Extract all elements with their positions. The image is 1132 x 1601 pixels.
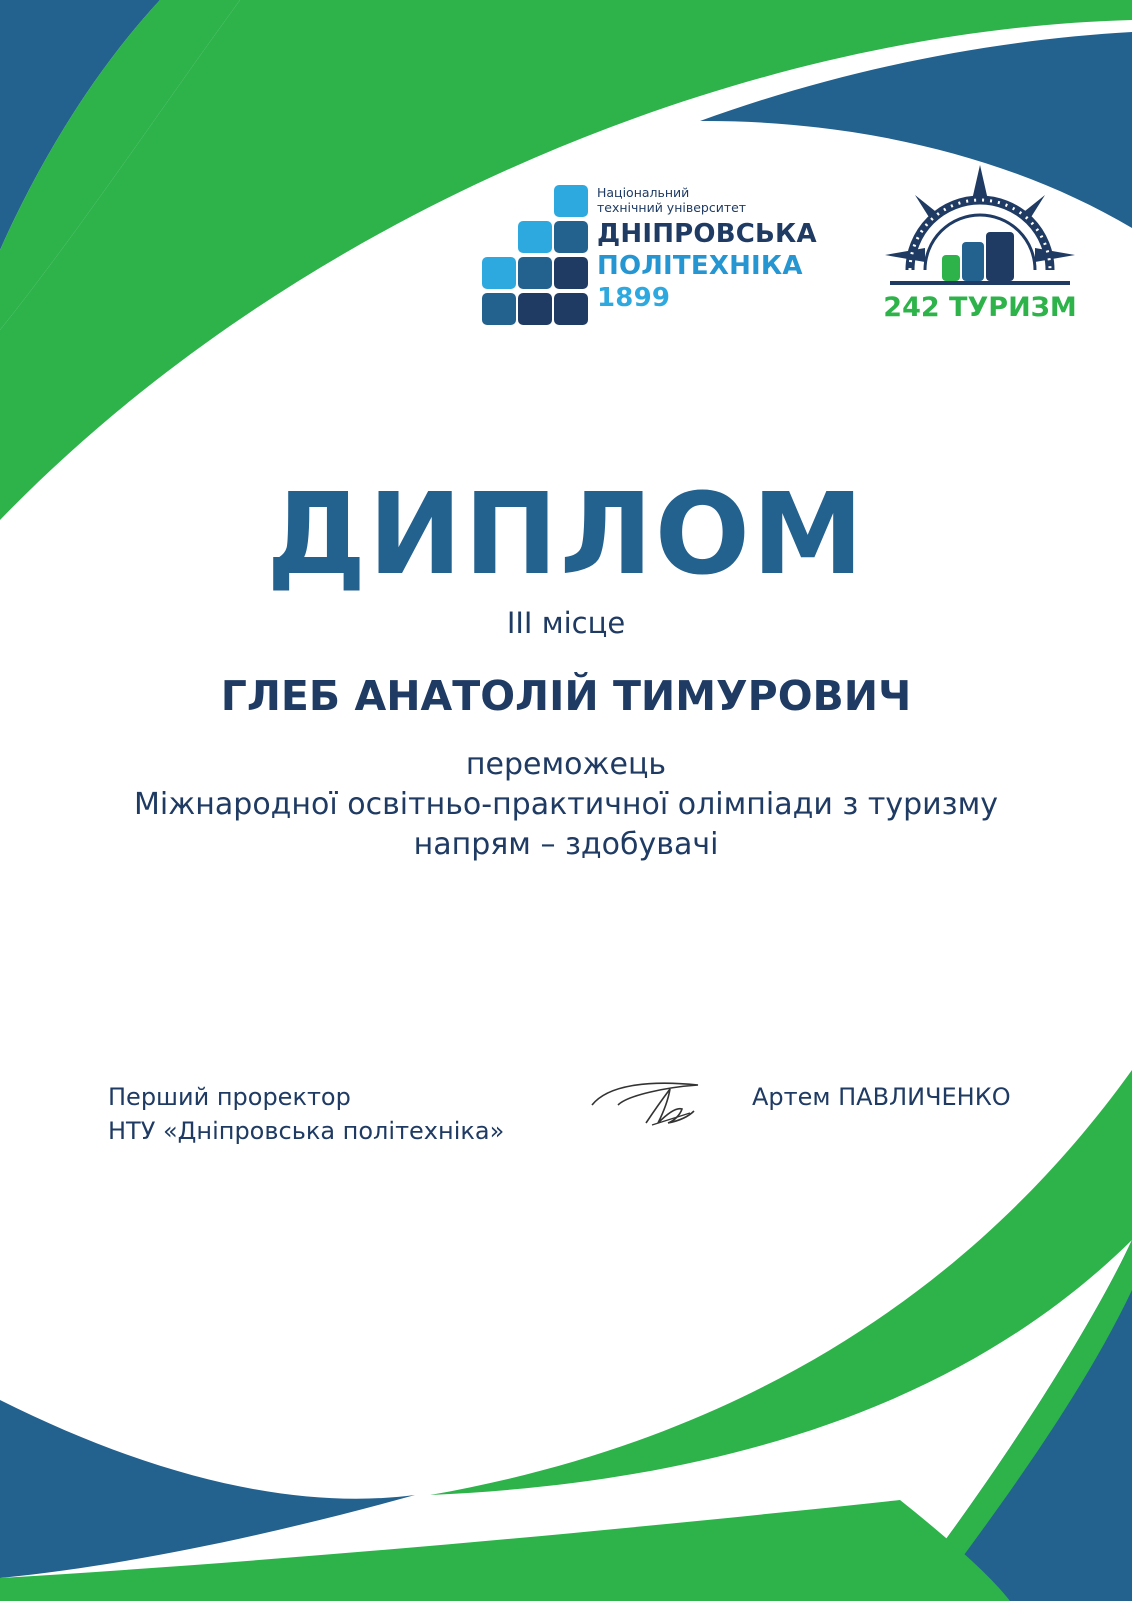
university-logo xyxy=(482,185,842,330)
diploma-place: ІІІ місце xyxy=(506,606,626,640)
description-line1: переможець xyxy=(465,747,667,782)
signer-position-line1: Перший проректор xyxy=(108,1083,351,1111)
university-blocks-icon xyxy=(482,185,592,330)
compass-luggage-icon xyxy=(880,160,1080,290)
swoosh-bottom-left-blue xyxy=(0,1400,415,1578)
university-name-line2: ПОЛІТЕХНІКА xyxy=(597,251,803,281)
university-name-line1: ДНІПРОВСЬКА xyxy=(597,219,817,249)
tourism-logo xyxy=(880,160,1080,330)
university-subtitle-line1: Національний xyxy=(597,185,690,200)
diploma-description xyxy=(0,745,1132,865)
diploma-title: ДИПЛОМ xyxy=(266,470,866,600)
description-line2: Міжнародної освітньо-практичної олімпіади з туризму xyxy=(134,787,998,822)
signer-name: Артем ПАВЛИЧЕНКО xyxy=(752,1083,1011,1111)
university-year: 1899 xyxy=(597,283,671,313)
university-subtitle-line2: технічний університет xyxy=(597,200,747,215)
signer-position xyxy=(108,1080,504,1148)
description-line3: напрям – здобувачі xyxy=(413,827,719,862)
tourism-label: 242 ТУРИЗМ xyxy=(883,292,1077,323)
recipient-name: ГЛЕБ АНАТОЛІЙ ТИМУРОВИЧ xyxy=(220,672,912,720)
handwritten-signature xyxy=(588,1075,718,1135)
signer-position-line2: НТУ «Дніпровська політехніка» xyxy=(108,1117,505,1145)
